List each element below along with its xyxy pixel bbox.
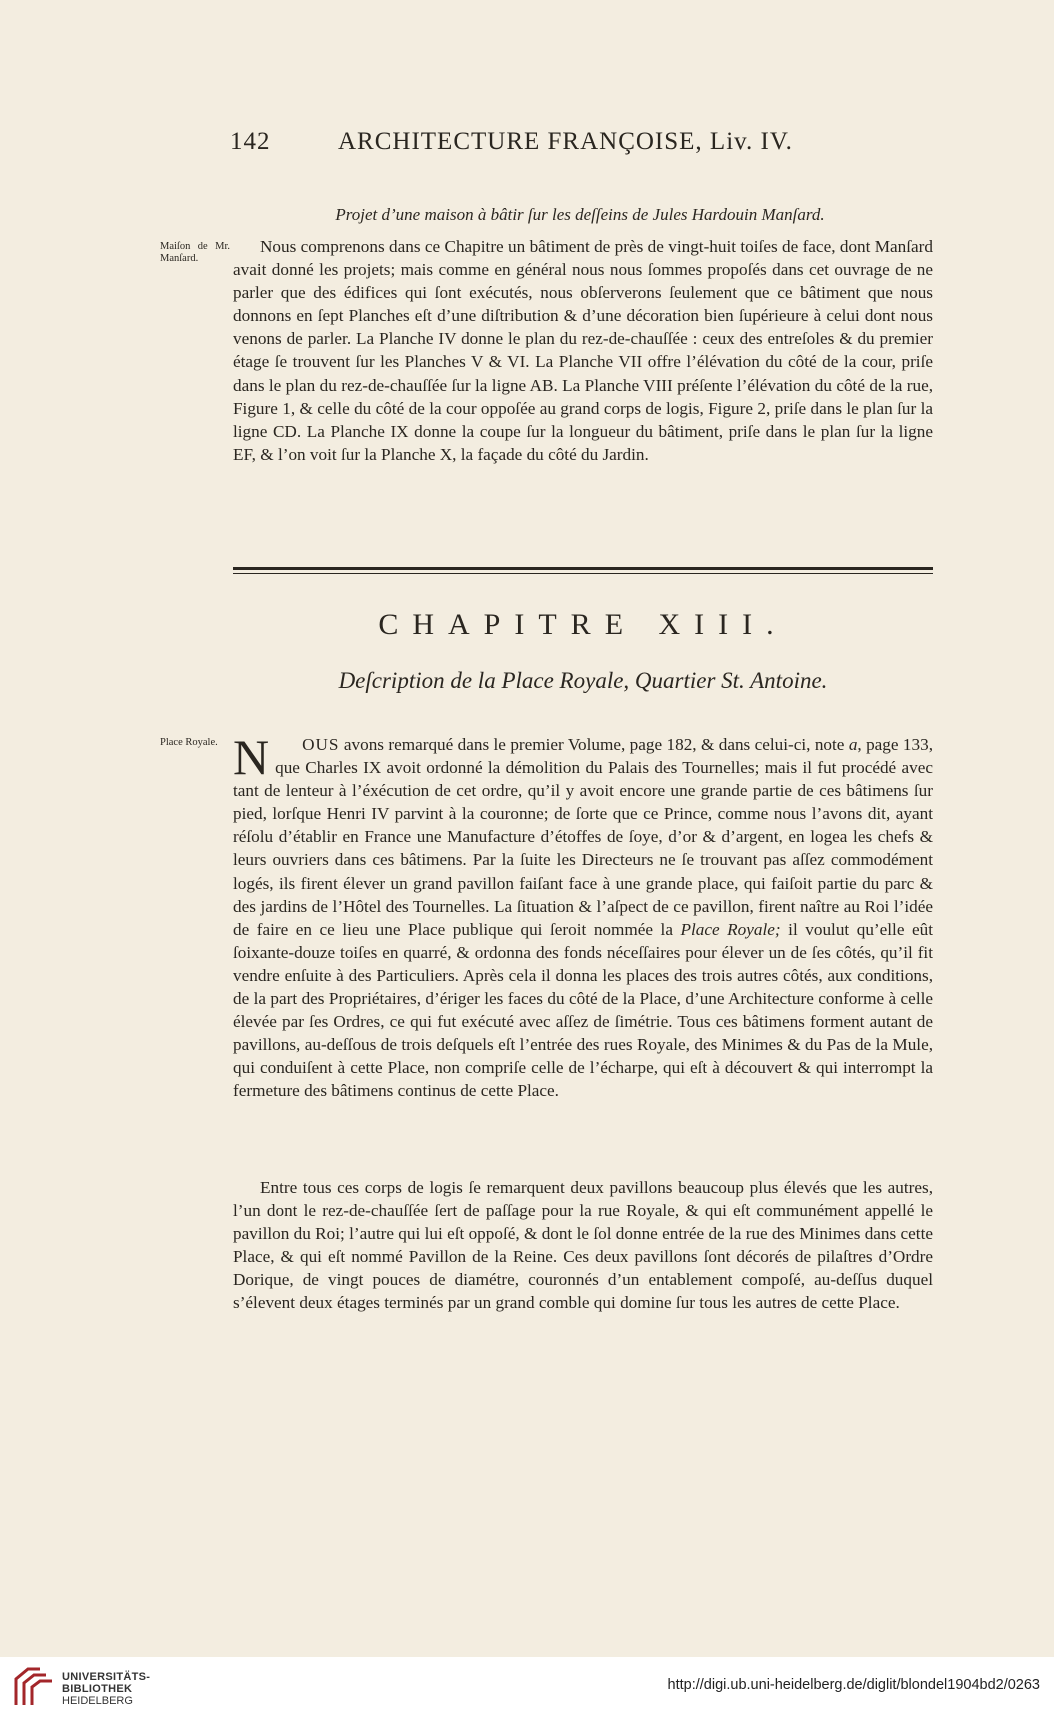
italic-place-name: Place Royale; bbox=[680, 919, 781, 939]
margin-note-place-royale: Place Royale. bbox=[160, 737, 218, 748]
section-subtitle: Projet d’une maison à bâtir ſur les deſſeins de Jules Hardouin Manſard. bbox=[335, 205, 825, 224]
paragraph-manssard-project: Nous comprenons dans ce Chapitre un bâtiment de près de vingt-huit toiſes de face, dont Manſard avait donné les projets; mais comme en général nous nous ſommes propoſés dans cet ouvrage de ne parler que des édifices qui ſont exécutés, nous obſerverons ſeulement que ce bâtiment que nous donnons en ſept Planches eſt d’une diſtribution & d’une décoration bien ſupérieure à celui dont nous venons de parler. La Planche IV donne le plan du rez-de-chauſſée : ceux des entreſoles & du premier étage ſe trouvent ſur les Planches V & VI. La Planche VII offre l’élévation du côté de la cour, priſe dans le plan du rez-de-chauſſée ſur la ligne AB. La Planche VIII préſente l’élévation du côté de la rue, Figure 1, & celle du côté de la cour oppoſée au grand corps de logis, Figure 2, priſe dans le plan ſur la ligne CD. La Planche IX donne la coupe ſur la longueur du bâtiment, priſe dans le plan ſur la ligne EF, & l’on voit ſur la Planche X, la façade du côté du Jardin. bbox=[233, 237, 933, 464]
note-reference: a bbox=[848, 735, 858, 754]
chapter-title: CHAPITRE XIII. bbox=[378, 608, 788, 641]
drop-cap: N bbox=[233, 729, 270, 785]
margin-note-maison: Maiſon de Mr. Manſard. bbox=[160, 241, 230, 264]
paragraph-place-royale bbox=[233, 729, 933, 1103]
section-divider-thin bbox=[233, 573, 933, 574]
section-divider-thick bbox=[233, 567, 933, 570]
small-caps-opening: OUS bbox=[302, 735, 340, 754]
footer-bar bbox=[0, 1657, 1054, 1715]
running-title: ARCHITECTURE FRANÇOISE, Liv. IV. bbox=[338, 128, 793, 155]
paragraph-text: , page 133, que Charles IX avoit ordonné la démolition du Palais des Tournelles; mais il fut procédé avec tant de lenteur à l’éxécution de cet ordre, qu’il y avoit encore une grande partie de ces bâtimens ſur pied, lorſque Henri IV parvint à la couronne; de ſorte que ce Prince, comme nous l’avons dit, ayant réſolu d’établir en France une Manufacture d’étoffes de ſoye, d’or & d’argent, en logea les chefs & leurs ouvriers dans ces bâtimens. Par la ſuite les Directeurs ne ſe trouvant pas aſſez commodément logés, ils firent élever un grand pavillon faiſant face à une grande place, qui faiſoit partie du parc & des jardins de l’Hôtel des Tournelles. La ſituation & l’aſpect de ce pavillon, firent naître au Roi l’idée de faire en ce lieu une Place publique qui ſeroit nommée la bbox=[233, 735, 933, 939]
paragraph-text: avons remarqué dans le premier Volume, page 182, & dans celui-ci, note bbox=[339, 735, 849, 754]
paragraph-text: il voulut qu’elle eût ſoixante-douze toiſes en quarré, & ordonna des fonds néceſſaires pour élever un de ſes côtés, qu’il fit vendre enſuite à des Particuliers. Après cela il donna les places des trois autres côtés, aux conditions, de la part des Propriétaires, d’ériger les faces du côté de la Place, d’une Architecture conforme à celle élevée par ſes Ordres, ce qui fut exécuté avec aſſez de ſimétrie. Tous ces bâtimens forment autant de pavillons, au-deſſous de trois deſquels eſt l’entrée des rues Royale, des Minimes & du Pas de la Mule, qui conduiſent à cette Place, non compriſe celle de l’écharpe, qui eſt à découvert & qui interrompt la fermeture des bâtimens continus de cette Place. bbox=[233, 919, 933, 1101]
library-logo-icon bbox=[10, 1665, 56, 1709]
page-number: 142 bbox=[230, 128, 271, 155]
library-name: UNIVERSITÄTS- BIBLIOTHEK HEIDELBERG bbox=[62, 1671, 151, 1707]
source-url-link[interactable]: http://digi.ub.uni-heidelberg.de/diglit/blondel1904bd2/0263 bbox=[667, 1677, 1040, 1693]
paragraph-pavillons: Entre tous ces corps de logis ſe remarquent deux pavillons beaucoup plus élevés que les autres, l’un dont le rez-de-chauſſée ſert de paſſage pour la rue Royale, & qui eſt communément appellé le pavillon du Roi; l’autre qui lui eſt oppoſé, & dont le ſol donne entrée de la rue des Minimes dans cette Place, & qui eſt nommé Pavillon de la Reine. Ces deux pavillons ſont décorés de pilaſtres d’Ordre Dorique, de vingt pouces de diamétre, couronnés d’un entablement compoſé, au-deſſus duquel s’élevent deux étages terminés par un grand comble qui domine ſur tous les autres de cette Place. bbox=[233, 1178, 933, 1313]
chapter-subtitle: Deſcription de la Place Royale, Quartier St. Antoine. bbox=[338, 668, 828, 693]
